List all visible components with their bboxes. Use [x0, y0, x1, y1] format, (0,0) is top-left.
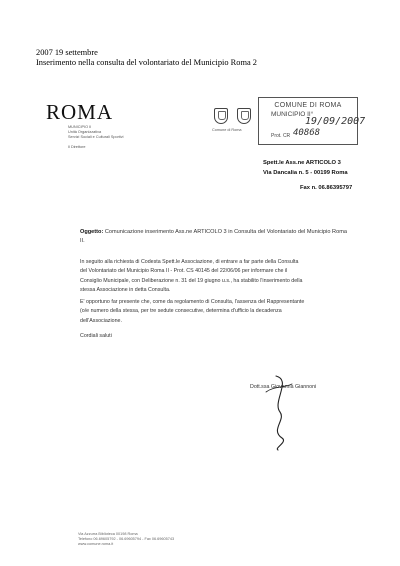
roma-logo: ROMA: [46, 100, 114, 124]
signatory-name: Dott.ssa Giovanna Giannoni: [250, 384, 317, 390]
body-line: del Volontariato del Municipio Roma II - Prot. CS 40145 del 22/06/06 per informare che il: [80, 268, 288, 275]
footer-address: Via Azzurra Biblioteca 00198 Roma: [78, 532, 138, 536]
coat-of-arms-icon: [237, 108, 251, 124]
letterhead-line-3: Servizi Sociali e Culturali Sportivi: [68, 135, 124, 139]
footer-phone: Telefono 06.69605792 - 06.69605794 - Fax 06.69605743: [78, 537, 175, 541]
protocol-stamp: [258, 97, 366, 145]
subject-text: Comunicazione inserimento Ass.ne ARTICOLO 3 in Consulta del Volontariato del Municipio Roma II.: [80, 229, 347, 244]
letterhead-office: Il Direttore: [68, 145, 86, 149]
municipal-emblem-icon: [214, 108, 228, 124]
body-line: (o/e numero della stessa, per tre sedute consecutive, determina d'ufficio la decadenza: [80, 308, 282, 315]
document-date: 2007 19 settembre: [36, 48, 98, 57]
stamp-date: 19/09/2007: [305, 116, 366, 127]
body-paragraph-2: [80, 298, 304, 326]
body-line: Consiglio Municipale, con Deliberazione n. 31 del 19 giugno u.s., ha stabilito l'inserimento della: [80, 277, 303, 284]
stamp-protocol-number: 40868: [293, 128, 321, 138]
stamp-subtitle: MUNICIPIO II°: [271, 111, 314, 118]
body-line: E' opportuno far presente che, come da regolamento di Consulta, l'assenza del Rappresentante: [80, 299, 305, 305]
closing-salutation: Cordiali saluti: [80, 333, 112, 339]
body-line: dell'Associazione.: [80, 317, 122, 324]
body-paragraph-1: [80, 258, 302, 296]
subject-label: Oggetto:: [80, 229, 104, 235]
letterhead-line-1: MUNICIPIO II: [68, 125, 92, 129]
stamp-title: COMUNE DI ROMA: [274, 102, 342, 109]
stamp-protocol-label: Prot. CR: [271, 133, 291, 139]
emblem-caption: Comune di Roma: [212, 128, 242, 132]
document-title: Inserimento nella consulta del volontariato del Municipio Roma 2: [36, 58, 257, 67]
recipient-name: Spett.le Ass.ne ARTICOLO 3: [263, 160, 341, 166]
recipient-fax: Fax n. 06.86395797: [300, 185, 353, 191]
footer-web: www.comune.roma.it: [78, 542, 114, 546]
handwritten-signature-icon: [262, 372, 300, 452]
body-line: stessa Associazione in detta Consulta.: [80, 287, 171, 294]
body-line: In seguito alla richiesta di Codesta Spett.le Associazione, di entrare a far parte della Consulta: [80, 259, 299, 265]
recipient-address: Via Dancalia n. 5 - 00199 Roma: [263, 170, 348, 176]
subject-block: [80, 228, 350, 246]
letterhead-line-2: Unità Organizzativa: [68, 130, 102, 134]
